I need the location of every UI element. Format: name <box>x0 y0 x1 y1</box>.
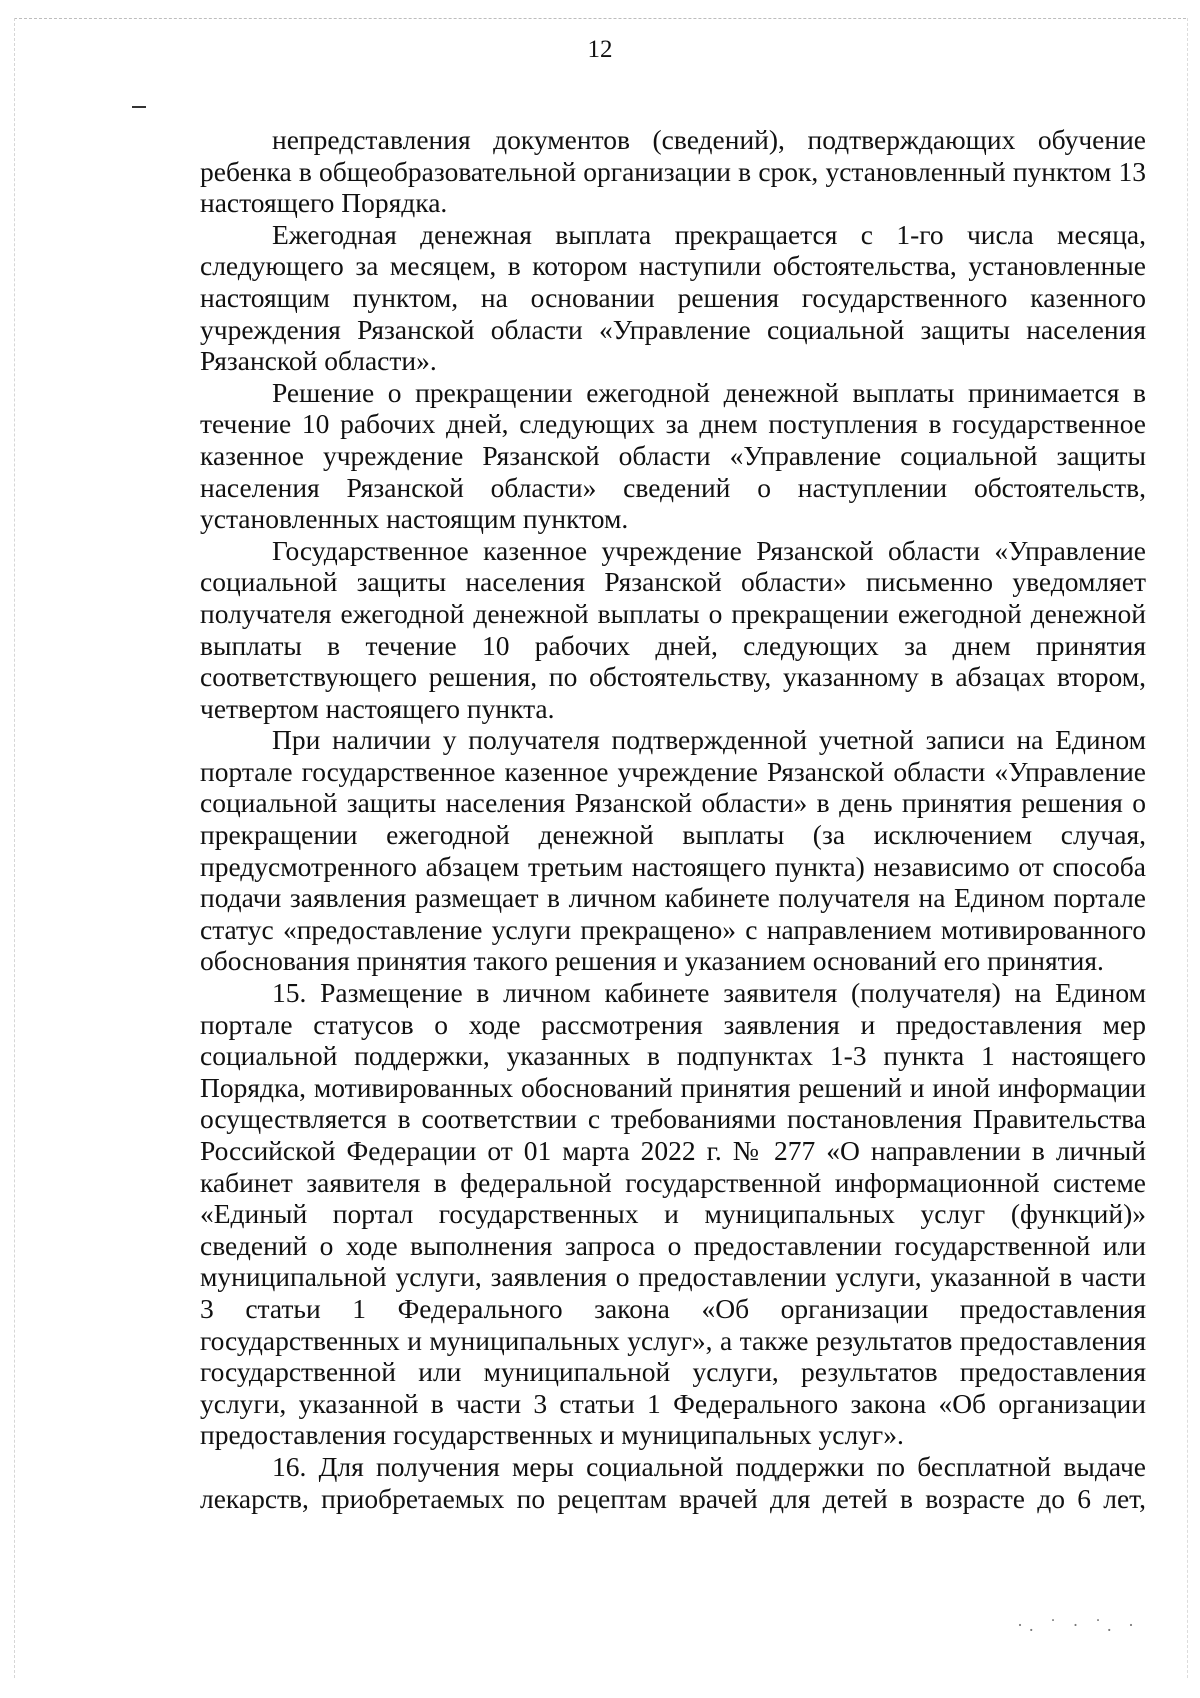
paragraph-item-15: 15. Размещение в личном кабинете заявителя (получателя) на Едином портале статусов о ходе рассмотрения заявления и предоставления мер социальной поддержки, указанных в подпунктах 1-3 пункта 1 настоящего Порядка, мотивированных обоснований принятия решений и иной информации осуществляется в соответствии с требованиями постановления Правительства Российской Федерации от 01 марта 2022 г. № 277 «О направлении в личный кабинет заявителя в федеральной государственной информационной системе «Единый портал государственных и муниципальных услуг (функций)» сведений о ходе выполнения запроса о предоставлении государственной или муниципальной услуги, заявления о предоставлении услуги, указанной в части 3 статьи 1 Федерального закона «Об организации предоставления государственных и муниципальных услуг», а также результатов предоставления государственной или муниципальной услуги, результатов предоставления услуги, указанной в части 3 статьи 1 Федерального закона «Об организации предоставления государственных и муниципальных услуг». <box>200 977 1146 1451</box>
scan-edge-left <box>14 18 15 1678</box>
page-number: 12 <box>587 36 613 63</box>
paragraph-payment-termination: Ежегодная денежная выплата прекращается с 1-го числа месяца, следующего за месяцем, в котором наступили обстоятельства, установленные настоящим пунктом, на основании решения государственного казенного учреждения Рязанской области «Управление социальной защиты населения Рязанской области». <box>200 218 1146 377</box>
document-body <box>200 124 1146 1514</box>
paragraph-portal-status: При наличии у получателя подтвержденной учетной записи на Едином портале государственное казенное учреждение Рязанской области «Управление социальной защиты населения Рязанской области» в день принятия решения о прекращении ежегодной денежной выплаты (за исключением случая, предусмотренного абзацем третьим настоящего пункта) независимо от способа подачи заявления размещает в личном кабинете получателя на Едином портале статус «предоставление услуги прекращено» с направлением мотивированного обоснования принятия такого решения и указанием оснований его принятия. <box>200 724 1146 977</box>
paragraph-termination-decision: Решение о прекращении ежегодной денежной выплаты принимается в течение 10 рабочих дней, следующих за днем поступления в государственное казенное учреждение Рязанской области «Управление социальной защиты населения Рязанской области» сведений о наступлении обстоятельств, установленных настоящим пунктом. <box>200 376 1146 535</box>
scan-mark <box>132 106 146 108</box>
scan-edge-right <box>1187 18 1188 1678</box>
scan-noise: ·. ˙ · ˙. · <box>1017 1615 1140 1635</box>
scan-edge-top <box>14 18 1186 19</box>
paragraph-notification: Государственное казенное учреждение Рязанской области «Управление социальной защиты населения Рязанской области» письменно уведомляет получателя ежегодной денежной выплаты о прекращении ежегодной денежной выплаты в течение 10 рабочих дней, следующих за днем принятия соответствующего решения, по обстоятельству, указанному в абзацах втором, четвертом настоящего пункта. <box>200 534 1146 724</box>
paragraph-item-16: 16. Для получения меры социальной поддержки по бесплатной выдаче лекарств, приобретаемых по рецептам врачей для детей в возрасте до 6 лет, <box>200 1450 1146 1514</box>
paragraph-continuation: непредставления документов (сведений), подтверждающих обучение ребенка в общеобразовательной организации в срок, установленный пунктом 13 настоящего Порядка. <box>200 124 1146 219</box>
